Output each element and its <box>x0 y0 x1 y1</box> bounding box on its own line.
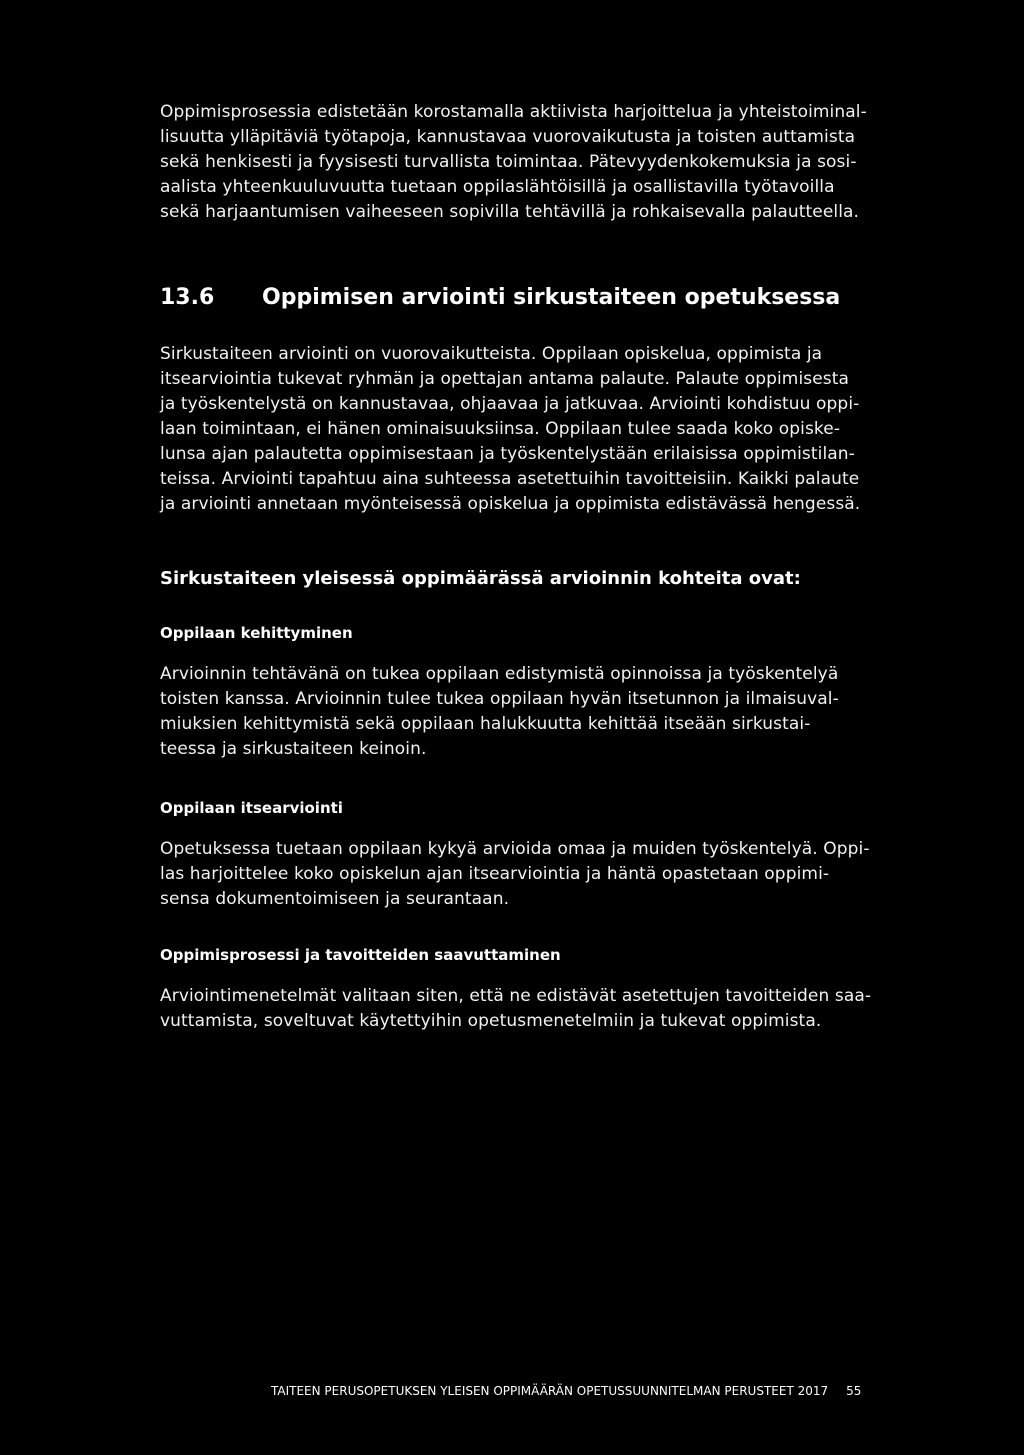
section-paragraph <box>160 342 860 517</box>
subsection-paragraph <box>160 984 871 1034</box>
page-footer <box>271 1382 861 1400</box>
paragraph-line: Arvioinnin tehtävänä on tukea oppilaan edistymistä opinnoissa ja työskentelyä <box>160 664 839 684</box>
paragraph-line: laan toimintaan, ei hänen ominaisuuksiinsa. Oppilaan tulee saada koko opiske- <box>160 419 841 439</box>
section-heading <box>160 283 840 313</box>
paragraph-line: teessa ja sirkustaiteen keinoin. <box>160 739 427 759</box>
paragraph-line: las harjoittelee koko opiskelun ajan itsearviointia ja häntä opastetaan oppimi- <box>160 864 830 884</box>
footer-title: TAITEEN PERUSOPETUKSEN YLEISEN OPPIMÄÄRÄN OPETUSSUUNNITELMAN PERUSTEET 2017 <box>271 1384 829 1398</box>
section-number: 13.6 <box>160 285 215 310</box>
paragraph-line: ja arviointi annetaan myönteisessä opiskelua ja oppimista edistävässä hengessä. <box>160 494 861 514</box>
paragraph-line: Sirkustaiteen arviointi on vuorovaikutteista. Oppilaan opiskelua, oppimista ja <box>160 344 823 364</box>
paragraph-line: vuttamista, soveltuvat käytettyihin opetusmenetelmiin ja tukevat oppimista. <box>160 1011 822 1031</box>
paragraph-line: itsearviointia tukevat ryhmän ja opettajan antama palaute. Palaute oppimisesta <box>160 369 850 389</box>
paragraph-line: Arviointimenetelmät valitaan siten, että ne edistävät asetettujen tavoitteiden saa- <box>160 986 872 1006</box>
assessment-targets-heading: Sirkustaiteen yleisessä oppimäärässä arvioinnin kohteita ovat: <box>160 568 801 589</box>
paragraph-line: sekä harjaantumisen vaiheeseen sopivilla tehtävillä ja rohkaisevalla palautteella. <box>160 202 860 222</box>
paragraph-line: sekä henkisesti ja fyysisesti turvallista toimintaa. Pätevyydenkokemuksia ja sosi- <box>160 152 857 172</box>
paragraph-line: ja työskentelystä on kannustavaa, ohjaavaa ja jatkuvaa. Arviointi kohdistuu oppi- <box>160 394 860 414</box>
paragraph-line: lunsa ajan palautetta oppimisestaan ja työskentelystään erilaisissa oppimistilan- <box>160 444 855 464</box>
subsection-heading: Oppimisprosessi ja tavoitteiden saavuttaminen <box>160 946 561 964</box>
paragraph-line: Opetuksessa tuetaan oppilaan kykyä arvioida omaa ja muiden työskentelyä. Oppi- <box>160 839 870 859</box>
paragraph-line: lisuutta ylläpitäviä työtapoja, kannustavaa vuorovaikutusta ja toisten auttamista <box>160 127 856 147</box>
paragraph-line: teissa. Arviointi tapahtuu aina suhteessa asetettuihin tavoitteisiin. Kaikki palaute <box>160 469 860 489</box>
paragraph-line: toisten kanssa. Arvioinnin tulee tukea oppilaan hyvän itsetunnon ja ilmaisuval- <box>160 689 839 709</box>
subsection-heading: Oppilaan kehittyminen <box>160 624 353 642</box>
paragraph-line: Oppimisprosessia edistetään korostamalla aktiivista harjoittelua ja yhteistoiminal- <box>160 102 867 122</box>
page-number: 55 <box>846 1384 862 1398</box>
paragraph-line: sensa dokumentoimiseen ja seurantaan. <box>160 889 510 909</box>
subsection-paragraph <box>160 837 870 912</box>
section-title: Oppimisen arviointi sirkustaiteen opetuksessa <box>262 285 841 310</box>
subsection-heading: Oppilaan itsearviointi <box>160 799 343 817</box>
paragraph-line: aalista yhteenkuuluvuutta tuetaan oppilaslähtöisillä ja osallistavilla työtavoilla <box>160 177 835 197</box>
intro-paragraph <box>160 100 867 225</box>
subsection-paragraph <box>160 662 839 762</box>
paragraph-line: miuksien kehittymistä sekä oppilaan halukkuutta kehittää itseään sirkustai- <box>160 714 811 734</box>
